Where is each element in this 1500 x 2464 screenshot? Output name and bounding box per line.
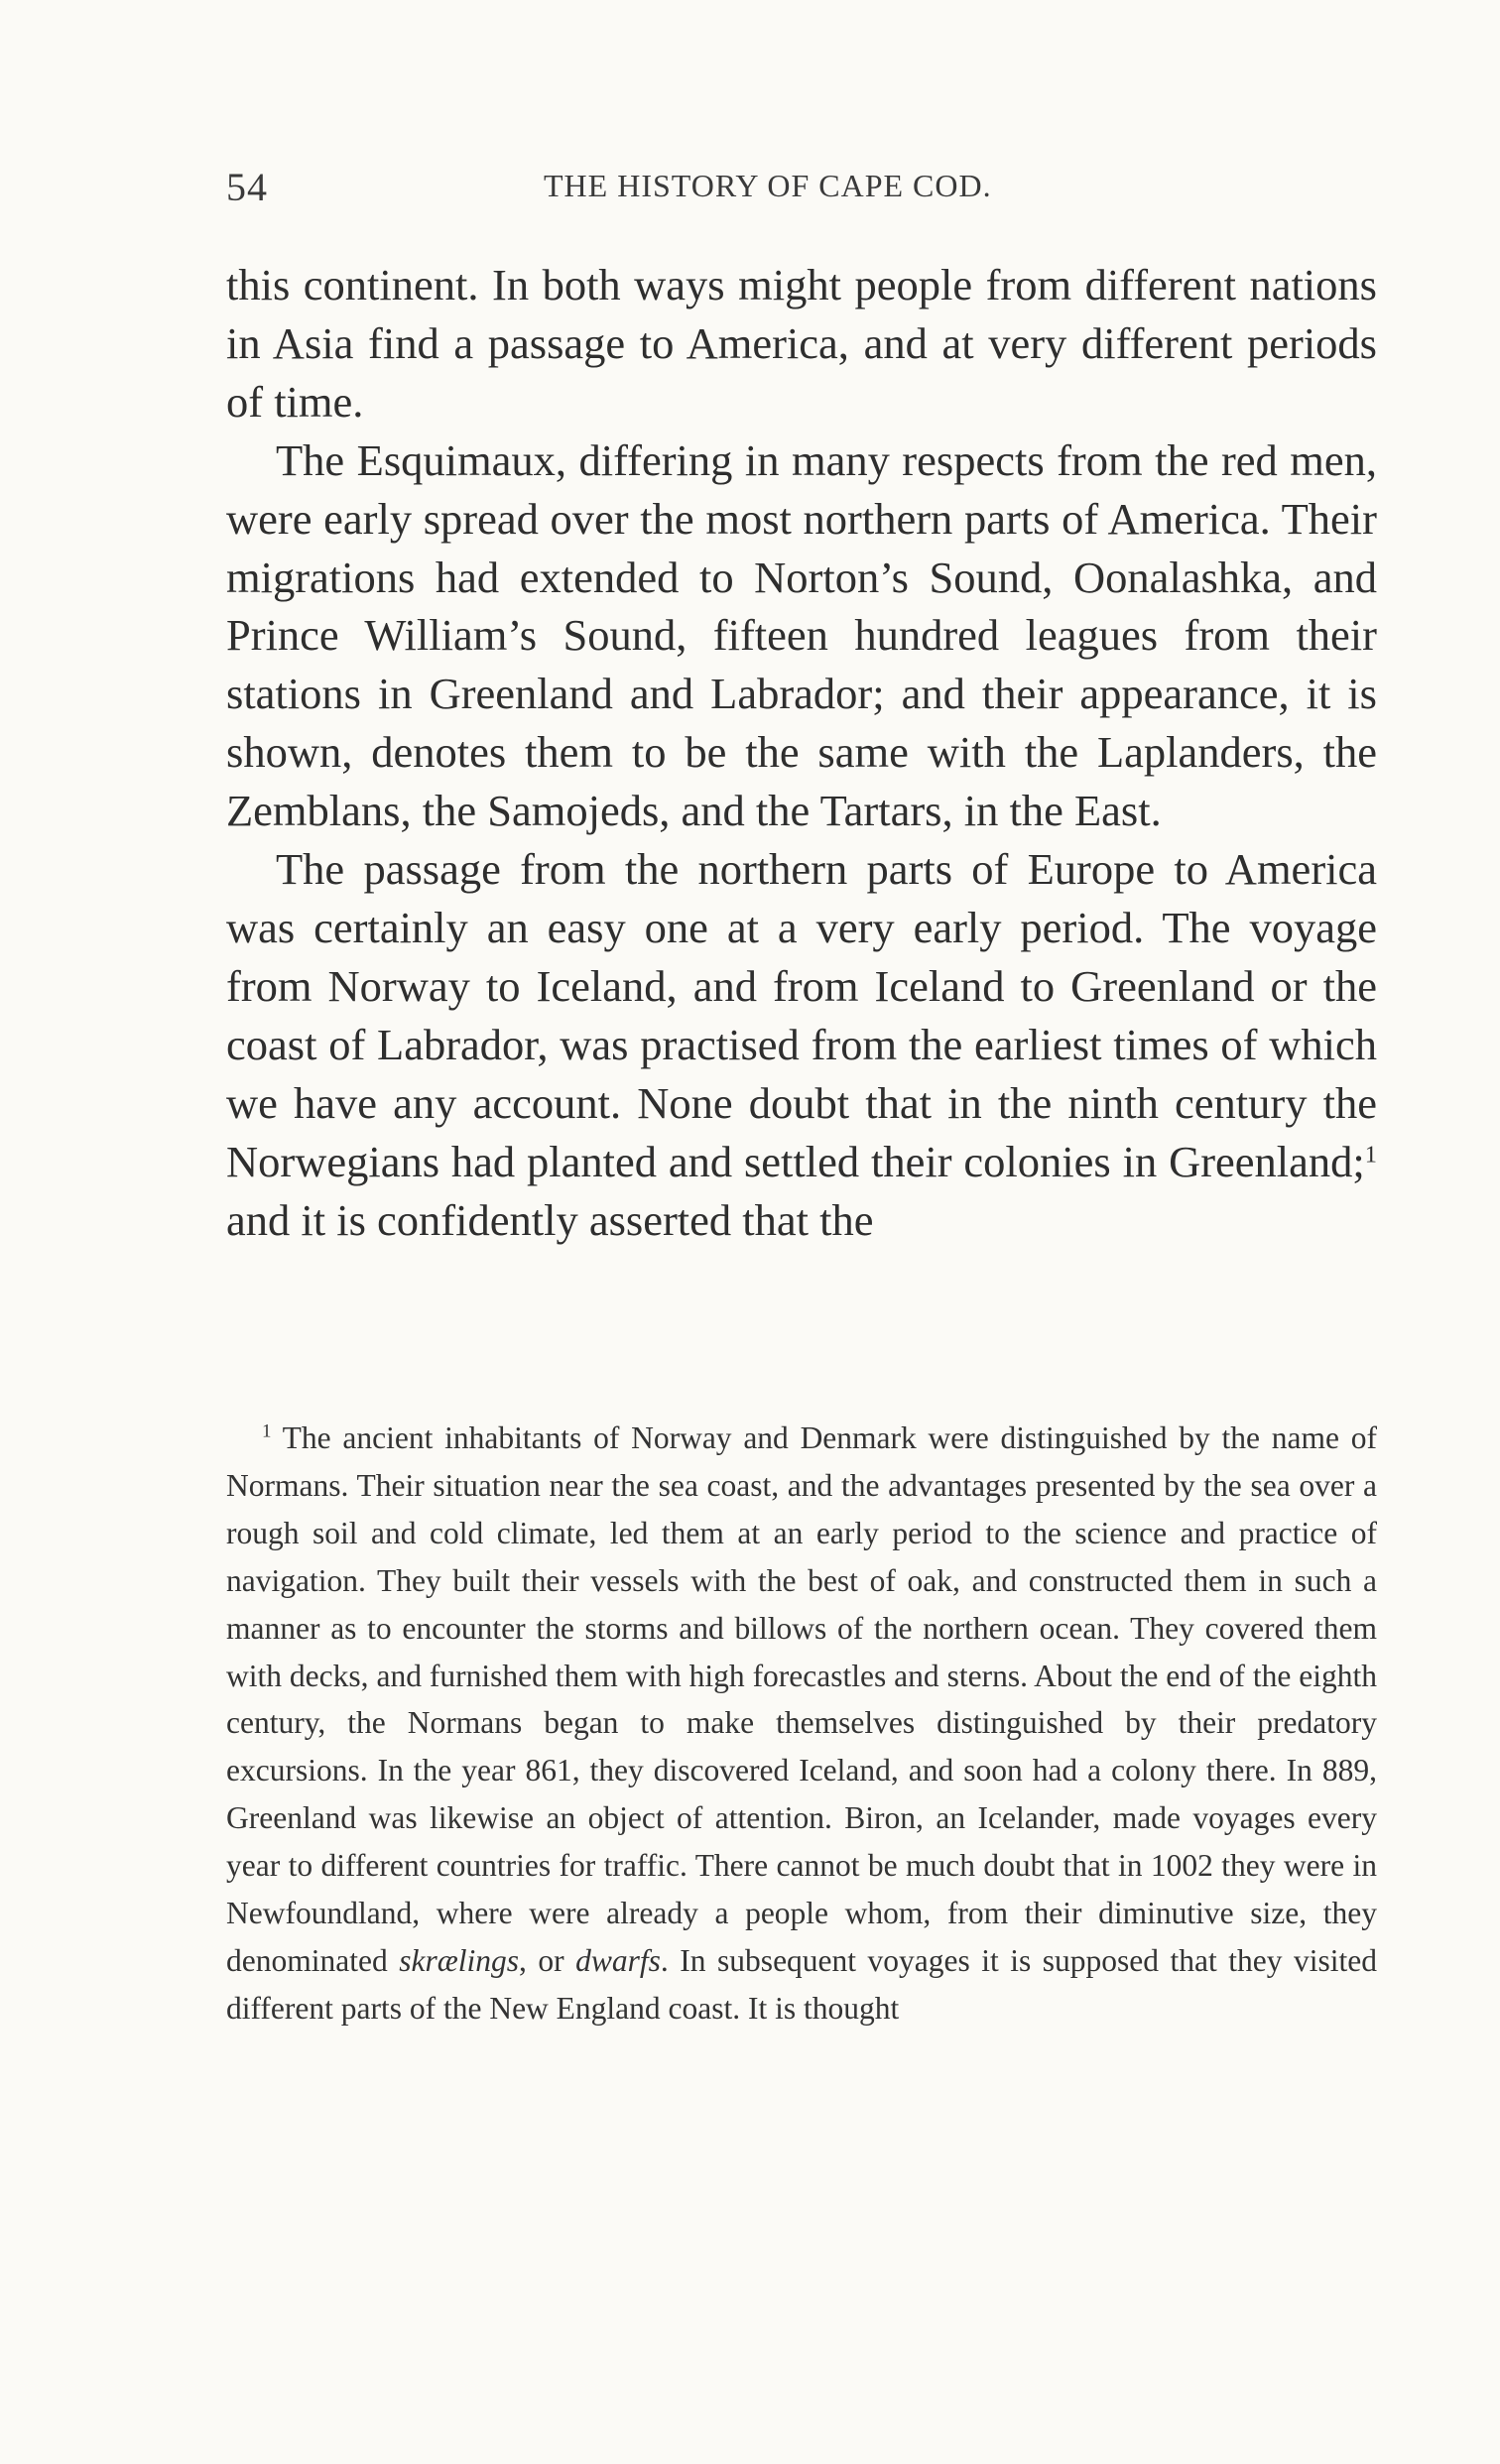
paragraph-continuation: this continent. In both ways might people from different nations in Asia find a passage to America, and at very different periods of time. [226,260,1377,427]
running-head [226,164,1377,213]
running-title: THE HISTORY OF CAPE COD. [544,168,992,203]
footnote-text: The ancient inhabitants of Norway and Denmark were distinguished by the name of Normans. Their situation near the sea coast, and the advantages presented by the sea over a rough soil and cold climate, led them at an early period to the science and practice of navigation. They built their vessels with the best of oak, and constructed them in such a manner as to encounter the storms and billows of the northern ocean. They covered them with decks, and furnished them with high forecastles and sterns. About the end of the eighth century, the Normans began to make themselves distinguished by their predatory excursions. In the year 861, they discovered Iceland, and soon had a colony there. In 889, Greenland was likewise an object of attention. Biron, an Icelander, made voyages every year to different countries for traffic. There cannot be much doubt that in 1002 they were in Newfoundland, where were already a people whom, from their diminutive size, they denominated [226,1420,1377,1978]
paragraph-esquimaux: The Esquimaux, differing in many respects from the red men, were early spread over the most northern parts of America. Their migrations had extended to Norton’s Sound, Oonalashka, and Prince William’s Sound, fifteen hundred leagues from their stations in Greenland and Labrador; and their appearance, it is shown, denotes them to be the same with the Laplanders, the Zemblans, the Samojeds, and the Tartars, in the East. [226,434,1377,836]
footnote-italic-skraelings: skrælings [399,1942,519,1978]
footnote-italic-dwarfs: dwarfs [575,1942,661,1978]
footnote-reference: 1 [1364,1140,1377,1168]
paragraph-passage [226,840,1377,1249]
footnotes [226,1415,1377,2033]
footnote-text-between: , or [519,1942,576,1978]
footnote-marker: 1 [262,1420,272,1442]
footnote-1 [226,1415,1377,2033]
footnote-text-end: . In subsequent voyages it is supposed that they visited different parts of the New England coast. It is thought [226,1942,1378,2026]
paragraph-passage-tail: and it is confidently asserted that the [226,1194,874,1245]
paragraph-passage-text: The passage from the northern parts of Europe to America was certainly an easy one at a very early period. The voyage from Norway to Iceland, and from Iceland to Greenland or the coast of Labrador, was practised from the earliest times of which we have any account. None doubt that in the ninth century the Norwegians had planted and settled their colonies in Greenland; [226,844,1377,1186]
main-text [226,256,1377,1249]
page-number: 54 [226,165,268,209]
